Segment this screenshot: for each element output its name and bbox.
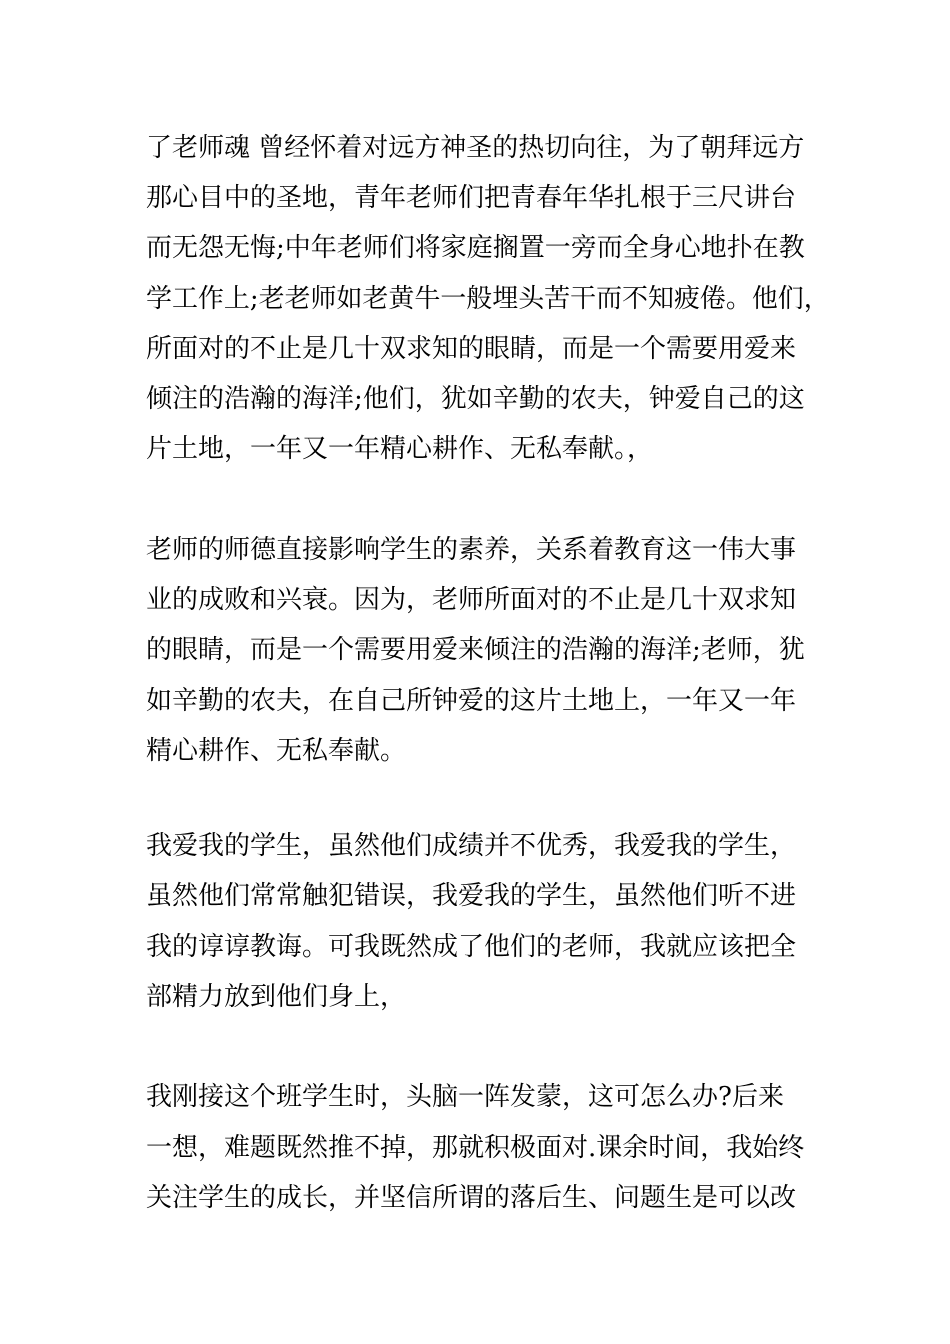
text-line: 所面对的不止是几十双求知的眼睛，而是一个需要用爱来 [146,334,797,364]
text-line: 如辛勤的农夫，在自己所钟爱的这片土地上，一年又一年 [146,686,797,716]
text-line: 我的谆谆教诲。可我既然成了他们的老师，我就应该把全 [146,932,797,962]
text-line: 而无怨无悔;中年老师们将家庭搁置一旁而全身心地扑在教 [146,233,805,263]
text-line: 那心目中的圣地，青年老师们把青春年华扎根于三尺讲台 [146,183,797,213]
text-line: 老师的师德直接影响学生的素养，关系着教育这一伟大事 [146,535,797,565]
text-line: 的眼睛，而是一个需要用爱来倾注的浩瀚的海洋;老师，犹 [146,635,805,665]
text-line: 精心耕作、无私奉献。 [146,736,407,766]
text-line: 业的成败和兴衰。因为，老师所面对的不止是几十双求知 [146,585,797,615]
text-line: 虽然他们常常触犯错误，我爱我的学生，虽然他们听不进 [146,881,797,911]
text-line: 学工作上;老老师如老黄牛一般埋头苦干而不知疲倦。他们， [146,284,830,314]
text-line: 片土地，一年又一年精心耕作、无私奉献。， [146,434,654,464]
text-line: 关注学生的成长，并坚信所谓的落后生、问题生是可以改 [146,1183,797,1213]
text-line: 部精力放到他们身上， [146,982,407,1012]
text-line: 一想，难题既然推不掉，那就积极面对.课余时间，我始终 [146,1133,805,1163]
text-line: 我刚接这个班学生时，头脑一阵发蒙，这可怎么办?后来 [146,1082,784,1112]
text-line: 了老师魂 曾经怀着对远方神圣的热切向往，为了朝拜远方 [146,133,805,163]
text-line: 倾注的浩瀚的海洋;他们，犹如辛勤的农夫，钟爱自己的这 [146,384,805,414]
text-line: 我爱我的学生，虽然他们成绩并不优秀，我爱我的学生， [146,831,797,861]
